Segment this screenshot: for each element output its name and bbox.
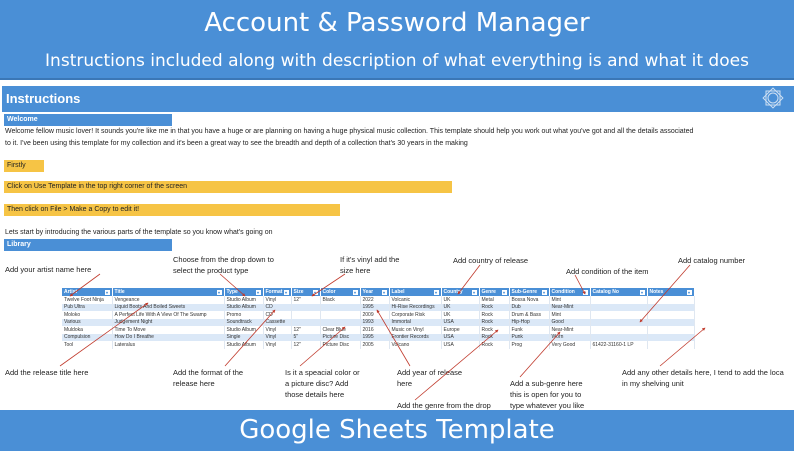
instructions-header — [2, 86, 794, 112]
bottom-banner — [0, 410, 794, 451]
table-cell[interactable]: 2016 — [360, 326, 389, 334]
table-cell[interactable]: Worn — [549, 334, 590, 342]
table-cell[interactable]: Studio Album — [224, 304, 263, 312]
filter-dropdown-icon[interactable]: ▾ — [472, 290, 475, 296]
table-cell[interactable]: Studio Album — [224, 326, 263, 334]
library-table — [62, 288, 695, 349]
table-cell[interactable]: CD — [263, 304, 291, 312]
table-cell[interactable]: CD — [263, 311, 291, 319]
table-cell[interactable]: Vinyl — [263, 296, 291, 304]
table-cell[interactable]: Various — [62, 319, 112, 327]
table-cell[interactable]: Soundtrack — [224, 319, 263, 327]
table-cell[interactable]: Hip-Hop — [509, 319, 549, 327]
filter-dropdown-icon[interactable]: ▾ — [217, 290, 220, 296]
table-row — [62, 341, 694, 349]
column-header-label: Country — [443, 288, 463, 295]
table-cell[interactable]: Moloko — [62, 311, 112, 319]
filter-dropdown-icon[interactable]: ▾ — [382, 290, 385, 296]
table-cell[interactable]: Cassette — [263, 319, 291, 327]
annotation-country: Add country of release — [453, 256, 529, 265]
intro-text: Lets start by introducing the various parts of the template so you know what's going on — [5, 229, 273, 236]
annotation-subgenre-line3: type whatever you like — [510, 401, 585, 410]
column-header[interactable] — [320, 288, 360, 296]
table-cell[interactable]: Dub — [509, 304, 549, 312]
table-cell[interactable]: UK — [441, 296, 479, 304]
column-header[interactable] — [441, 288, 479, 296]
annotation-subgenre-line2: this is open for you to — [510, 390, 582, 399]
welcome-text-line1: Welcome fellow music lover! It sounds you're like me in that you have a huge or are planning on having a huge physical music collection. This template should help you work out what you've got and all the details associated — [5, 128, 694, 135]
table-cell[interactable]: 1995 — [360, 334, 389, 342]
table-cell[interactable]: USA — [441, 341, 479, 349]
table-row — [62, 326, 694, 334]
annotation-size-line1: If it's vinyl add the — [340, 255, 400, 264]
column-header[interactable] — [224, 288, 263, 296]
table-cell[interactable] — [590, 311, 647, 319]
banner-subtitle: Instructions included along with description of what everything is and what it does — [45, 51, 749, 71]
filter-dropdown-icon[interactable]: ▾ — [687, 290, 690, 296]
filter-dropdown-icon[interactable]: ▾ — [313, 290, 316, 296]
column-header-label: Size — [293, 288, 304, 295]
table-cell[interactable]: Vinyl — [263, 334, 291, 342]
top-banner — [0, 0, 794, 80]
table-cell[interactable]: 61422-31160-1 LP — [590, 341, 647, 349]
table-cell[interactable]: 2005 — [360, 341, 389, 349]
table-cell[interactable]: Muldoka — [62, 326, 112, 334]
annotation-color-line3: those details here — [285, 390, 345, 399]
step-use-template: Click on Use Template in the top right corner of the screen — [4, 181, 452, 193]
table-cell[interactable]: Europe — [441, 326, 479, 334]
annotation-title: Add the release title here — [5, 368, 89, 377]
table-cell[interactable]: Time To Move — [112, 326, 224, 334]
table-cell[interactable]: Picture Disc — [320, 334, 360, 342]
column-header[interactable] — [509, 288, 549, 296]
instructions-title: Instructions — [6, 91, 81, 106]
table-cell[interactable]: Twelve Foot Ninja — [62, 296, 112, 304]
welcome-text-line2: to it. I've been using this template for my collection and it's been a great way to see the breadth and depth of a collection that's 30 years in the making — [5, 140, 468, 147]
annotation-type-line2: select the product type — [173, 266, 249, 275]
table-cell[interactable]: Corporate Risk — [389, 311, 441, 319]
footer-title: Google Sheets Template — [239, 415, 555, 445]
table-cell[interactable]: Studio Album — [224, 296, 263, 304]
table-cell[interactable]: Rock — [479, 319, 509, 327]
annotation-year-line1: Add year of release — [397, 368, 463, 377]
column-header-label: Notes — [649, 288, 664, 295]
annotation-format-line1: Add the format of the — [173, 368, 244, 377]
table-cell[interactable]: 5" — [291, 334, 320, 342]
annotation-condition: Add condition of the item — [566, 267, 649, 276]
table-cell[interactable]: 2022 — [360, 296, 389, 304]
table-cell[interactable]: Hi-Rise Recordings — [389, 304, 441, 312]
annotation-size-line2: size here — [340, 266, 371, 275]
table-cell[interactable]: Promo — [224, 311, 263, 319]
table-cell[interactable]: Bossa Nova — [509, 296, 549, 304]
logo-icon — [758, 83, 788, 113]
table-cell[interactable]: Prog — [509, 341, 549, 349]
table-cell[interactable]: Compulsion — [62, 334, 112, 342]
table-cell[interactable]: Rock — [479, 341, 509, 349]
table-cell[interactable]: Near-Mint — [549, 326, 590, 334]
column-header-label: Artist — [64, 288, 78, 295]
step-make-copy: Then click on File > Make a Copy to edit it! — [4, 204, 340, 216]
column-header-label: Year — [362, 288, 374, 295]
table-cell[interactable]: Metal — [479, 296, 509, 304]
table-row — [62, 311, 694, 319]
annotation-notes-line1: Add any other details here, I tend to add the loca — [622, 368, 784, 377]
table-cell[interactable] — [590, 326, 647, 334]
table-row — [62, 296, 694, 304]
column-header[interactable] — [62, 288, 112, 296]
table-cell[interactable]: Studio Album — [224, 341, 263, 349]
filter-dropdown-icon[interactable]: ▾ — [542, 290, 545, 296]
annotation-subgenre-line1: Add a sub-genre here — [510, 379, 583, 388]
column-header[interactable] — [389, 288, 441, 296]
column-header-label: Format — [265, 288, 283, 295]
table-cell[interactable]: Picture Disc — [320, 341, 360, 349]
table-cell[interactable]: Single — [224, 334, 263, 342]
table-cell[interactable]: Pub Ultra — [62, 304, 112, 312]
table-cell[interactable]: Near-Mint — [549, 304, 590, 312]
table-cell[interactable]: Tool — [62, 341, 112, 349]
filter-dropdown-icon[interactable]: ▾ — [502, 290, 505, 296]
filter-dropdown-icon[interactable]: ▾ — [256, 290, 259, 296]
column-header-label: Type — [226, 288, 238, 295]
table-cell[interactable]: Punk — [509, 334, 549, 342]
table-cell[interactable]: 1993 — [360, 319, 389, 327]
annotation-color-line1: Is it a speacial color or — [285, 368, 360, 377]
table-cell[interactable]: Rock — [479, 334, 509, 342]
column-header[interactable] — [549, 288, 590, 296]
column-header[interactable] — [647, 288, 694, 296]
filter-dropdown-icon[interactable]: ▾ — [284, 290, 287, 296]
column-header[interactable] — [479, 288, 509, 296]
table-cell[interactable]: Mint — [549, 296, 590, 304]
filter-dropdown-icon[interactable]: ▾ — [640, 290, 643, 296]
table-cell[interactable] — [291, 304, 320, 312]
column-header[interactable] — [112, 288, 224, 296]
column-header-label: Title — [114, 288, 125, 295]
annotation-genre: Add the genre from the drop — [397, 401, 491, 410]
column-header-label: Genre — [481, 288, 496, 295]
table-cell[interactable] — [647, 319, 694, 327]
annotation-type-line1: Choose from the drop down to — [173, 255, 274, 264]
table-cell[interactable] — [647, 341, 694, 349]
spreadsheet-area — [0, 82, 794, 410]
table-row — [62, 304, 694, 312]
table-cell[interactable]: 12" — [291, 296, 320, 304]
table-cell[interactable] — [320, 304, 360, 312]
column-header[interactable] — [291, 288, 320, 296]
filter-dropdown-icon[interactable]: ▾ — [105, 290, 108, 296]
table-cell[interactable]: Immortal — [389, 319, 441, 327]
table-cell[interactable]: Volcanic — [389, 296, 441, 304]
table-cell[interactable]: Rock — [479, 311, 509, 319]
table-cell[interactable]: Black — [320, 296, 360, 304]
annotation-artist: Add your artist name here — [5, 265, 92, 274]
filter-dropdown-icon[interactable]: ▾ — [583, 290, 586, 296]
welcome-label: Welcome — [4, 114, 172, 126]
table-cell[interactable]: 1995 — [360, 304, 389, 312]
table-cell[interactable]: 12" — [291, 326, 320, 334]
table-cell[interactable] — [647, 334, 694, 342]
table-cell[interactable]: 12" — [291, 341, 320, 349]
table-cell[interactable] — [590, 304, 647, 312]
table-cell[interactable] — [590, 319, 647, 327]
table-cell[interactable]: Good — [549, 319, 590, 327]
table-cell[interactable]: Funk — [509, 326, 549, 334]
table-cell[interactable]: Rock — [479, 326, 509, 334]
table-row — [62, 319, 694, 327]
table-cell[interactable]: USA — [441, 334, 479, 342]
table-cell[interactable]: Clear Blue — [320, 326, 360, 334]
column-header[interactable] — [590, 288, 647, 296]
column-header-label: Color — [322, 288, 336, 295]
table-cell[interactable]: Drum & Bass — [509, 311, 549, 319]
table-cell[interactable]: How Do I Breathe — [112, 334, 224, 342]
table-cell[interactable]: A Perfect Life With A View Of The Swamp — [112, 311, 224, 319]
library-label: Library — [4, 239, 172, 251]
column-header-label: Condition — [551, 288, 575, 295]
table-cell[interactable]: Very Good — [549, 341, 590, 349]
column-header-label: Sub-Genre — [511, 288, 538, 295]
table-cell[interactable] — [647, 311, 694, 319]
banner-title: Account & Password Manager — [204, 8, 590, 38]
filter-dropdown-icon[interactable]: ▾ — [353, 290, 356, 296]
table-cell[interactable]: UK — [441, 311, 479, 319]
annotation-year-line2: here — [397, 379, 413, 388]
annotation-catalog: Add catalog number — [678, 256, 746, 265]
table-cell[interactable]: Volcano — [389, 341, 441, 349]
table-cell[interactable] — [320, 311, 360, 319]
column-header-label: Catalog No — [592, 288, 619, 295]
table-cell[interactable]: 2009 — [360, 311, 389, 319]
table-cell[interactable]: Judgement Night — [112, 319, 224, 327]
column-header-label: Label — [391, 288, 405, 295]
table-cell[interactable]: Vengeance — [112, 296, 224, 304]
table-cell[interactable] — [590, 334, 647, 342]
annotation-color-line2: a picture disc? Add — [285, 379, 349, 388]
table-cell[interactable]: Frontier Records — [389, 334, 441, 342]
table-cell[interactable]: Liquid Boots And Boiled Sweets — [112, 304, 224, 312]
table-cell[interactable] — [291, 311, 320, 319]
table-cell[interactable]: Vinyl — [263, 341, 291, 349]
annotation-format-line2: release here — [173, 379, 215, 388]
table-cell[interactable] — [647, 296, 694, 304]
annotation-notes-line2: in my shelving unit — [622, 379, 684, 388]
table-cell[interactable]: Rock — [479, 304, 509, 312]
column-header[interactable] — [360, 288, 389, 296]
column-header[interactable] — [263, 288, 291, 296]
table-row — [62, 334, 694, 342]
filter-dropdown-icon[interactable]: ▾ — [434, 290, 437, 296]
table-cell[interactable]: Lateralus — [112, 341, 224, 349]
table-cell[interactable] — [320, 319, 360, 327]
table-cell[interactable] — [590, 296, 647, 304]
table-cell[interactable]: Mint — [549, 311, 590, 319]
table-cell[interactable]: UK — [441, 304, 479, 312]
table-cell[interactable]: Vinyl — [263, 326, 291, 334]
table-cell[interactable] — [291, 319, 320, 327]
table-cell[interactable] — [647, 304, 694, 312]
firstly-label: Firstly — [4, 160, 44, 172]
table-cell[interactable] — [647, 326, 694, 334]
table-cell[interactable]: USA — [441, 319, 479, 327]
table-cell[interactable]: Music on Vinyl — [389, 326, 441, 334]
